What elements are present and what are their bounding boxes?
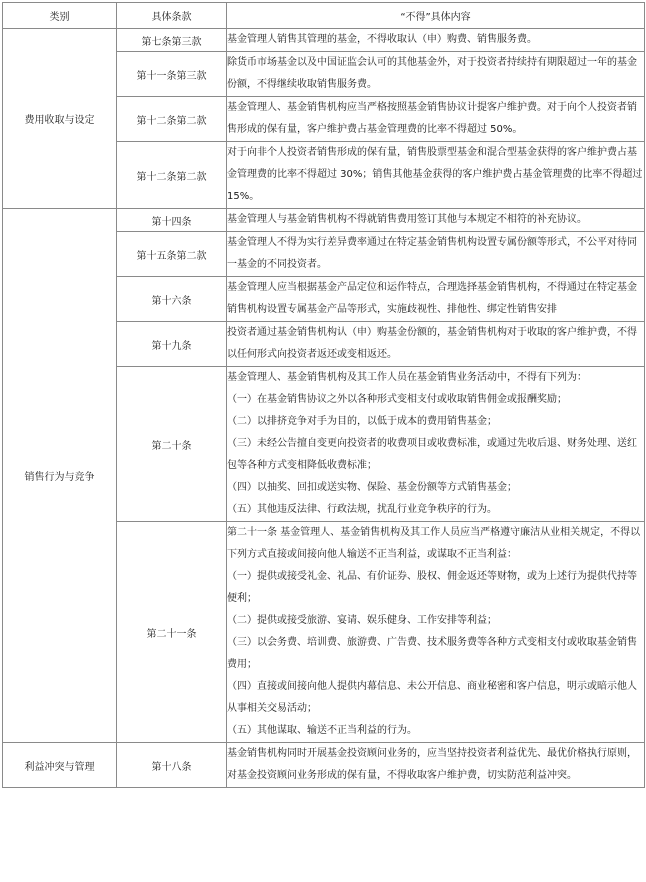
- content-cell: [227, 209, 645, 232]
- table-row: [3, 29, 645, 52]
- content-paragraph: 投资者通过基金销售机构认（申）购基金份额的，基金销售机构对于收取的客户维护费，不得以任何形式向投资者返还或变相返还。: [227, 327, 637, 360]
- content-paragraph: 基金管理人不得为实行差异费率通过在特定基金销售机构设置专属份额等形式，不公平对待同一基金的不同投资者。: [227, 237, 637, 270]
- content-paragraph: 基金管理人应当根据基金产品定位和运作特点，合理选择基金销售机构，不得通过在特定基金销售机构设置专属基金产品等形式，实施歧视性、排他性、绑定性销售安排: [227, 282, 637, 315]
- header-category: 类别: [3, 3, 117, 29]
- category-cell: 费用收取与设定: [3, 29, 117, 209]
- content-paragraph: 基金管理人与基金销售机构不得就销售费用签订其他与本规定不相符的补充协议。: [227, 214, 587, 225]
- content-paragraph: 除货币市场基金以及中国证监会认可的其他基金外，对于投资者持续持有期限超过一年的基金份额，不得继续收取销售服务费。: [227, 57, 637, 90]
- content-paragraph: （三）未经公告擅自变更向投资者的收费项目或收费标准，或通过先收后退、财务处理、送红包等各种方式变相降低收费标准；: [227, 438, 637, 471]
- article-cell: 第十五条第二款: [117, 232, 227, 277]
- content-paragraph: （四）直接或间接向他人提供内幕信息、未公开信息、商业秘密和客户信息，明示或暗示他人从事相关交易活动；: [227, 681, 637, 714]
- header-content: “不得”具体内容: [227, 3, 645, 29]
- category-cell: 利益冲突与管理: [3, 743, 117, 788]
- content-cell: [227, 29, 645, 52]
- content-cell: [227, 277, 645, 322]
- article-cell: 第十八条: [117, 743, 227, 788]
- article-cell: 第十六条: [117, 277, 227, 322]
- content-paragraph: （五）其他违反法律、行政法规，扰乱行业竞争秩序的行为。: [227, 504, 497, 515]
- article-cell: 第七条第三款: [117, 29, 227, 52]
- table-row: [3, 209, 645, 232]
- content-paragraph: 基金销售机构同时开展基金投资顾问业务的，应当坚持投资者利益优先、最优价格执行原则，对基金投资顾问业务形成的保有量，不得收取客户维护费，切实防范利益冲突。: [227, 748, 637, 781]
- article-cell: 第十二条第二款: [117, 142, 227, 209]
- content-paragraph: （一）在基金销售协议之外以各种形式变相支付或收取销售佣金或报酬奖励；: [227, 394, 567, 405]
- content-paragraph: 基金管理人、基金销售机构应当严格按照基金销售协议计提客户维护费。对于向个人投资者销售形成的保有量，客户维护费占基金管理费的比率不得超过 50%。: [227, 102, 637, 135]
- regulation-table: [2, 2, 645, 788]
- content-paragraph: （一）提供或接受礼金、礼品、有价证券、股权、佣金返还等财物，或为上述行为提供代持等便利；: [227, 571, 637, 604]
- content-cell: [227, 232, 645, 277]
- content-paragraph: （三）以会务费、培训费、旅游费、广告费、技术服务费等各种方式变相支付或收取基金销售费用；: [227, 637, 637, 670]
- content-paragraph: 对于向非个人投资者销售形成的保有量，销售股票型基金和混合型基金获得的客户维护费占基金管理费的比率不得超过 30%；销售其他基金获得的客户维护费占基金管理费的比率不得超过 15%。: [227, 147, 643, 202]
- content-cell: [227, 142, 645, 209]
- article-cell: 第十一条第三款: [117, 52, 227, 97]
- content-paragraph: （二）提供或接受旅游、宴请、娱乐健身、工作安排等利益；: [227, 615, 497, 626]
- content-cell: [227, 52, 645, 97]
- content-cell: [227, 322, 645, 367]
- category-cell: 销售行为与竞争: [3, 209, 117, 743]
- table-row: [3, 743, 645, 788]
- article-cell: 第二十条: [117, 367, 227, 522]
- article-cell: 第十四条: [117, 209, 227, 232]
- content-paragraph: （四）以抽奖、回扣或送实物、保险、基金份额等方式销售基金；: [227, 482, 517, 493]
- content-cell: [227, 743, 645, 788]
- table-body: [3, 29, 645, 788]
- content-paragraph: 基金管理人销售其管理的基金，不得收取认（申）购费、销售服务费。: [227, 34, 537, 45]
- header-article: 具体条款: [117, 3, 227, 29]
- content-paragraph: 基金管理人、基金销售机构及其工作人员在基金销售业务活动中，不得有下列为：: [227, 372, 587, 383]
- content-cell: [227, 367, 645, 522]
- content-paragraph: （五）其他谋取、输送不正当利益的行为。: [227, 725, 417, 736]
- content-cell: [227, 522, 645, 743]
- content-paragraph: （二）以排挤竞争对手为目的，以低于成本的费用销售基金；: [227, 416, 497, 427]
- article-cell: 第十九条: [117, 322, 227, 367]
- content-cell: [227, 97, 645, 142]
- article-cell: 第二十一条: [117, 522, 227, 743]
- article-cell: 第十二条第二款: [117, 97, 227, 142]
- content-paragraph: 第二十一条 基金管理人、基金销售机构及其工作人员应当严格遵守廉洁从业相关规定，不得以下列方式直接或间接向他人输送不正当利益，或谋取不正当利益：: [227, 527, 641, 560]
